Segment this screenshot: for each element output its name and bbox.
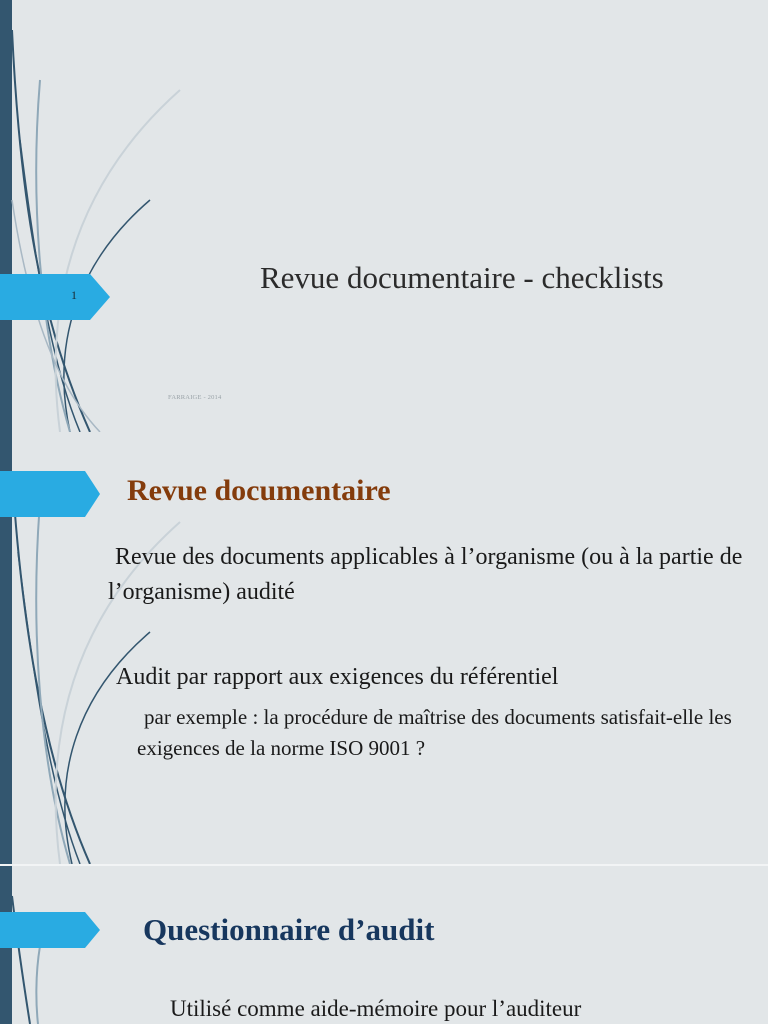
slide-title: Questionnaire d’audit	[143, 912, 435, 947]
slide-number-tab	[0, 274, 110, 320]
slide-footer: FARRAIGE - 2014	[168, 394, 222, 401]
bullet-text: Audit par rapport aux exigences du référentiel	[116, 664, 559, 690]
sub-list-item	[137, 702, 737, 764]
slide-number: 1	[71, 288, 77, 302]
list-item	[108, 540, 768, 610]
title-tab	[0, 912, 110, 958]
bullet-text: Utilisé comme aide-mémoire pour l’auditeur	[170, 996, 582, 1021]
bullet-text: Revue des documents applicables à l’organisme (ou à la partie de l’organisme) audité	[108, 544, 743, 605]
slide-title: Revue documentaire	[127, 474, 391, 507]
slide-3	[0, 866, 768, 1024]
list-item	[116, 660, 756, 695]
slide-1	[0, 0, 768, 432]
slide-title: Revue documentaire - checklists	[260, 260, 664, 295]
title-tab	[0, 471, 110, 517]
bullet-text: par exemple : la procédure de maîtrise des documents satisfait-elle les exigences de la norme ISO 9001 ?	[137, 705, 732, 760]
decorative-swoosh	[0, 0, 200, 432]
list-item	[170, 996, 581, 1022]
slide-2	[0, 432, 768, 864]
